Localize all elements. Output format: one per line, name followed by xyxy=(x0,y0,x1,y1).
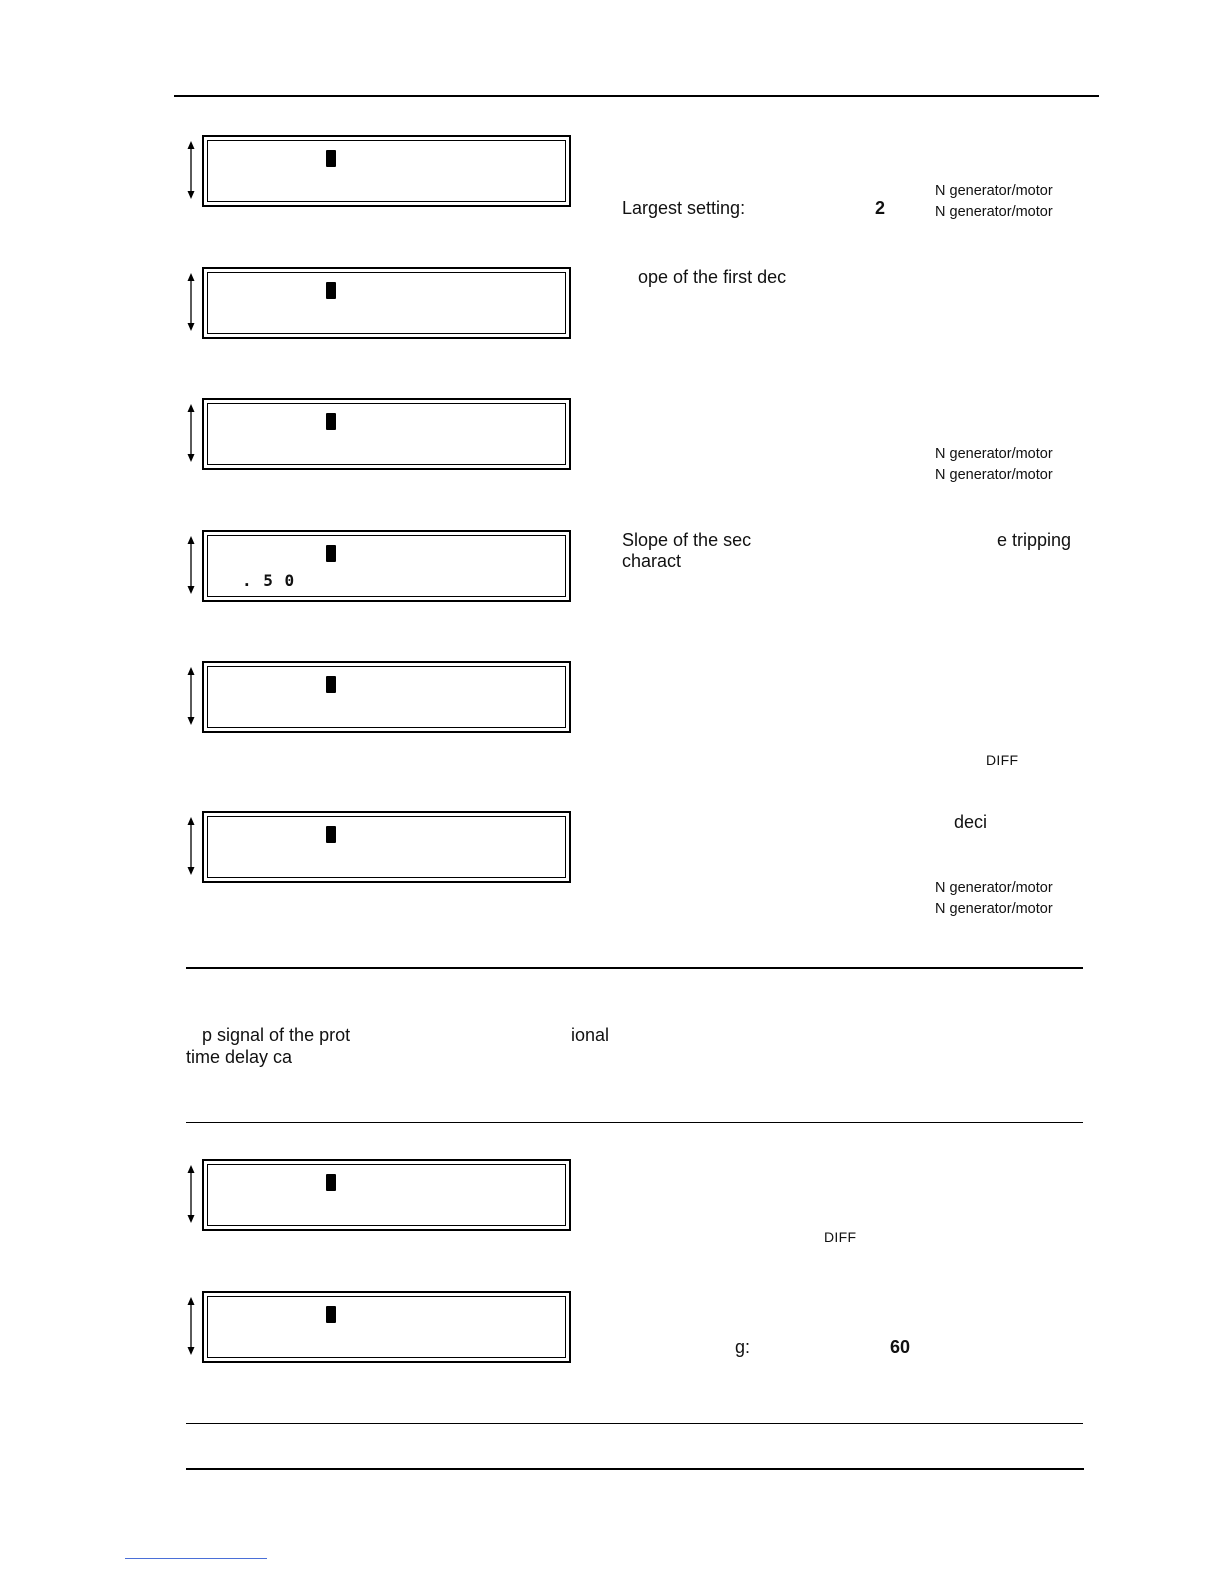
paragraph-text: p signal of the prot xyxy=(202,1025,351,1045)
lcd-display-4 xyxy=(202,530,571,602)
lcd-cursor xyxy=(326,150,336,167)
gen-motor-label: N generator/motor xyxy=(935,880,1053,896)
lcd-display-6 xyxy=(202,811,571,883)
section-rule-thin xyxy=(186,1122,1083,1123)
up-down-arrow-icon[interactable] xyxy=(185,667,197,725)
section-rule-thin xyxy=(186,1423,1083,1424)
up-down-arrow-icon[interactable] xyxy=(185,141,197,199)
lcd-cursor xyxy=(326,826,336,843)
slope-first-text: ope of the first dec xyxy=(638,267,787,287)
diff-subscript: DIFF xyxy=(824,1229,857,1245)
paragraph-text-end: ional xyxy=(571,1025,610,1045)
slope-second-text: Slope of the sec xyxy=(622,530,752,550)
lcd-cursor xyxy=(326,676,336,693)
lcd-cursor xyxy=(326,1306,336,1323)
lcd-line-2: . 5 0 xyxy=(242,571,296,590)
lcd-display-2 xyxy=(202,267,571,339)
slope-second-text-cont: charact xyxy=(622,551,682,571)
up-down-arrow-icon[interactable] xyxy=(185,1297,197,1355)
lcd-display-8 xyxy=(202,1291,571,1363)
footer-rule xyxy=(186,1468,1084,1470)
gen-motor-label: N generator/motor xyxy=(935,183,1053,199)
gen-motor-label: N generator/motor xyxy=(935,467,1053,483)
gen-motor-label: N generator/motor xyxy=(935,446,1053,462)
lcd-display-1 xyxy=(202,135,571,207)
up-down-arrow-icon[interactable] xyxy=(185,273,197,331)
diff-subscript: DIFF xyxy=(986,752,1019,768)
lcd-display-3 xyxy=(202,398,571,470)
gen-motor-label: N generator/motor xyxy=(935,204,1053,220)
lcd-cursor xyxy=(326,545,336,562)
deci-text: deci xyxy=(954,812,988,832)
setting-value: 60 xyxy=(890,1337,911,1357)
link-underline[interactable] xyxy=(125,1558,267,1559)
setting-label: g: xyxy=(735,1337,751,1357)
lcd-display-5 xyxy=(202,661,571,733)
up-down-arrow-icon[interactable] xyxy=(185,536,197,594)
paragraph-text-cont: time delay ca xyxy=(186,1047,293,1067)
section-rule xyxy=(186,967,1083,969)
lcd-cursor xyxy=(326,1174,336,1191)
lcd-cursor xyxy=(326,282,336,299)
header-rule xyxy=(174,95,1099,97)
lcd-cursor xyxy=(326,413,336,430)
up-down-arrow-icon[interactable] xyxy=(185,817,197,875)
lcd-display-7 xyxy=(202,1159,571,1231)
slope-second-text-end: e tripping xyxy=(997,530,1072,550)
gen-motor-label: N generator/motor xyxy=(935,901,1053,917)
largest-setting-value: 2 xyxy=(875,198,886,218)
up-down-arrow-icon[interactable] xyxy=(185,404,197,462)
largest-setting-label: Largest setting: xyxy=(622,198,746,218)
up-down-arrow-icon[interactable] xyxy=(185,1165,197,1223)
